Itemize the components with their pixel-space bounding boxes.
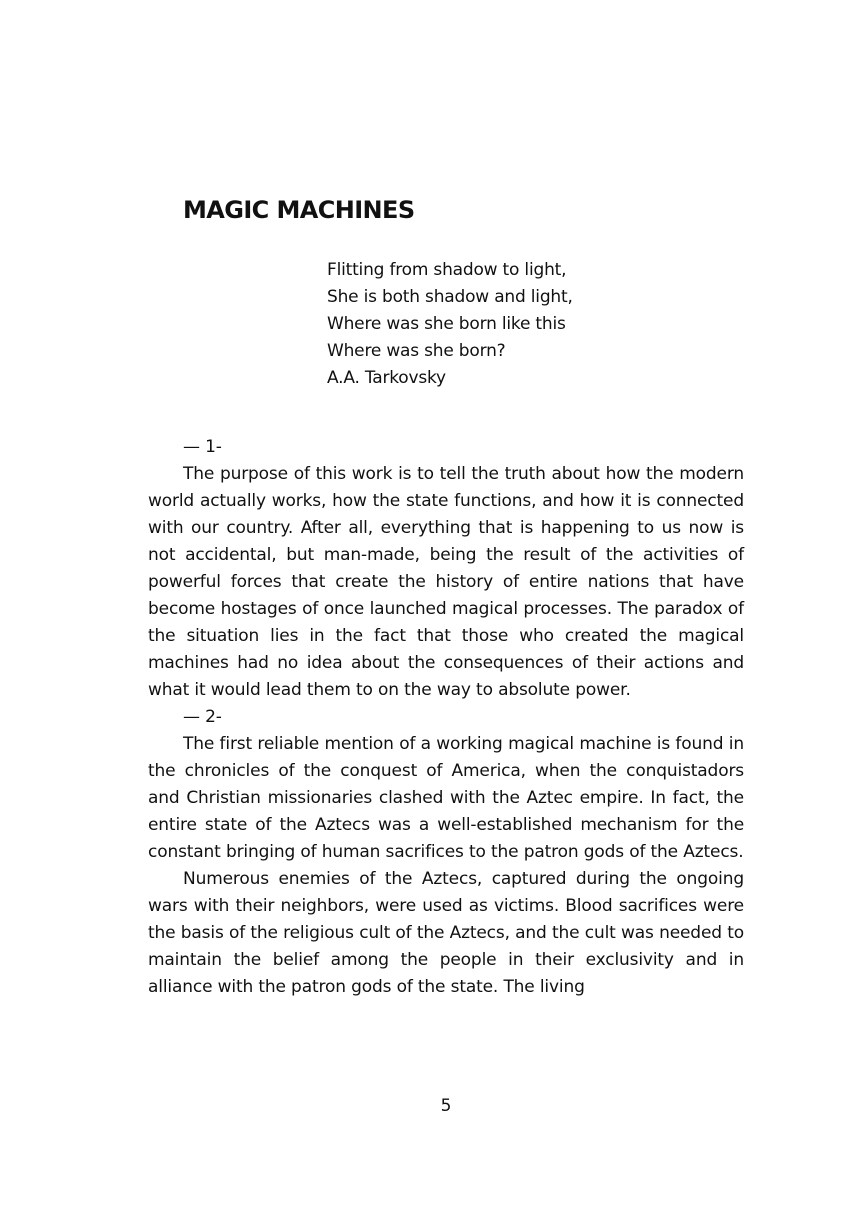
epigraph-line: Flitting from shadow to light,	[327, 260, 567, 280]
page-number: 5	[440, 1096, 452, 1116]
chapter-title: MAGIC MACHINES	[183, 196, 415, 224]
epigraph-line: She is both shadow and light,	[327, 287, 573, 307]
paragraph: Numerous enemies of the Aztecs, captured during the ongoing wars with their neighbors, were used as victims. Blood sacrifices were the basis of the religious cult of the Aztecs, and the cult was needed to maintain the belief among the people in their exclusivity and in alliance with the patron gods of the state. The living	[148, 869, 744, 997]
paragraph: The purpose of this work is to tell the truth about how the modern world actually works, how the state functions, and how it is connected with our country. After all, everything that is happening to us now is not accidental, but man-made, being the result of the activities of powerful forces that create the history of entire nations that have become hostages of once launched magical processes. The paradox of the situation lies in the fact that those who created the magical machines had no idea about the consequences of their actions and what it would lead them to on the way to absolute power.	[148, 464, 744, 700]
section-marker-2: — 2-	[183, 707, 222, 727]
paragraph: The first reliable mention of a working magical machine is found in the chronicles of the conquest of America, when the conquistadors and Christian missionaries clashed with the Aztec empire. In fact, the entire state of the Aztecs was a well-established mechanism for the constant bringing of human sacrifices to the patron gods of the Aztecs.	[148, 734, 744, 862]
section-marker-1: — 1-	[183, 437, 222, 457]
epigraph-line: Where was she born like this	[327, 314, 566, 334]
epigraph-author: A.A. Tarkovsky	[327, 368, 446, 388]
body-text	[148, 434, 744, 1001]
epigraph-line: Where was she born?	[327, 341, 506, 361]
epigraph	[327, 257, 573, 392]
